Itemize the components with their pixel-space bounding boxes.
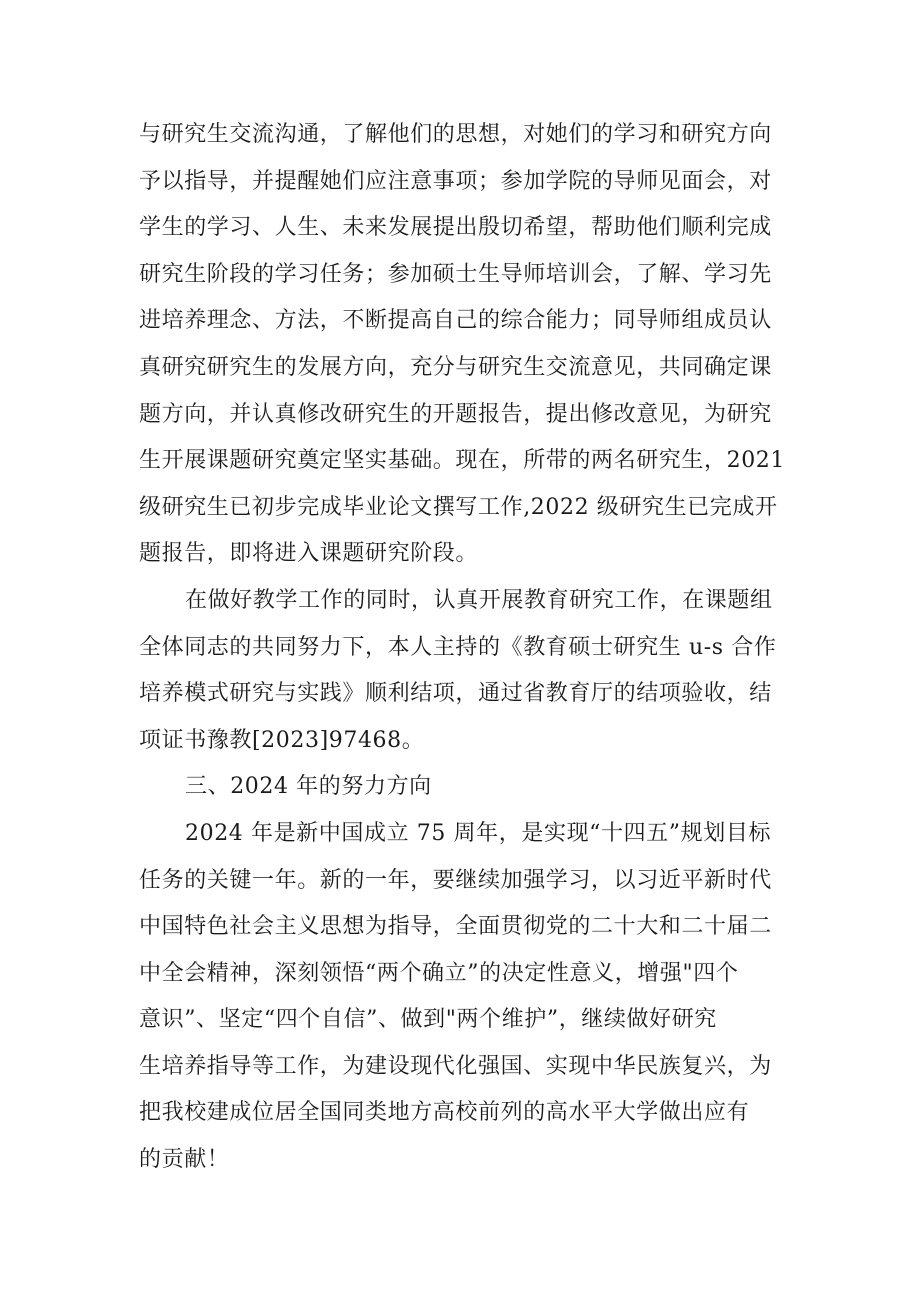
text-line: 项证书豫教[2023]97468。 [139, 727, 425, 753]
text-line: 中国特色社会主义思想为指导，全面贯彻党的二十大和二十届二 [139, 914, 772, 940]
text-line: 与研究生交流沟通，了解他们的思想，对她们的学习和研究方向 [139, 122, 772, 147]
text-line: 学生的学习、人生、未来发展提出殷切希望，帮助他们顺利完成 [139, 215, 772, 241]
text-line: 研究生阶段的学习任务；参加硕士生导师培训会，了解、学习先 [139, 261, 772, 287]
document-body [139, 112, 785, 1184]
text-line: 生培养指导等工作，为建设现代化强国、实现中华民族复兴，为 [139, 1053, 772, 1079]
text-line: 中全会精神，深刻领悟“两个确立”的决定性意义，增强"四个 [139, 960, 739, 986]
text-line: 培养模式研究与实践》顺利结项，通过省教育厅的结项验收，结 [139, 681, 772, 707]
text-line: 级研究生已初步完成毕业论文撰写工作,2022 级研究生已完成开 [139, 494, 778, 520]
text-line: 予以指导，并提醒她们应注意事项；参加学院的导师见面会，对 [139, 168, 772, 194]
paragraph-mentoring [139, 112, 785, 578]
text-line: 在做好教学工作的同时，认真开展教育研究工作，在课题组 [185, 587, 773, 613]
text-line: 意识”、坚定“四个自信”、做到"两个维护”，继续做好研究 [139, 1007, 717, 1033]
text-line: 全体同志的共同努力下，本人主持的《教育硕士研究生 u-s 合作 [139, 634, 777, 660]
text-line: 进培养理念、方法，不断提高自己的综合能力；同导师组成员认 [139, 308, 772, 334]
text-line: 任务的关键一年。新的一年，要继续加强学习，以习近平新时代 [139, 867, 772, 893]
paragraph-plans [139, 811, 785, 1184]
paragraph-research [139, 578, 785, 764]
text-line: 的贡献！ [139, 1147, 230, 1173]
text-line: 2024 年是新中国成立 75 周年，是实现“十四五”规划目标 [185, 820, 772, 846]
text-line: 题报告，即将进入课题研究阶段。 [139, 541, 479, 567]
heading-text: 三、2024 年的努力方向 [185, 774, 432, 800]
text-line: 生开展课题研究奠定坚实基础。现在，所带的两名研究生，2021 [139, 448, 785, 474]
text-line: 真研究研究生的发展方向，充分与研究生交流意见，共同确定课 [139, 354, 772, 380]
text-line: 把我校建成位居全国同类地方高校前列的高水平大学做出应有 [139, 1100, 750, 1126]
text-line: 题方向，并认真修改研究生的开题报告，提出修改意见，为研究 [139, 401, 772, 427]
section-heading [139, 764, 785, 811]
